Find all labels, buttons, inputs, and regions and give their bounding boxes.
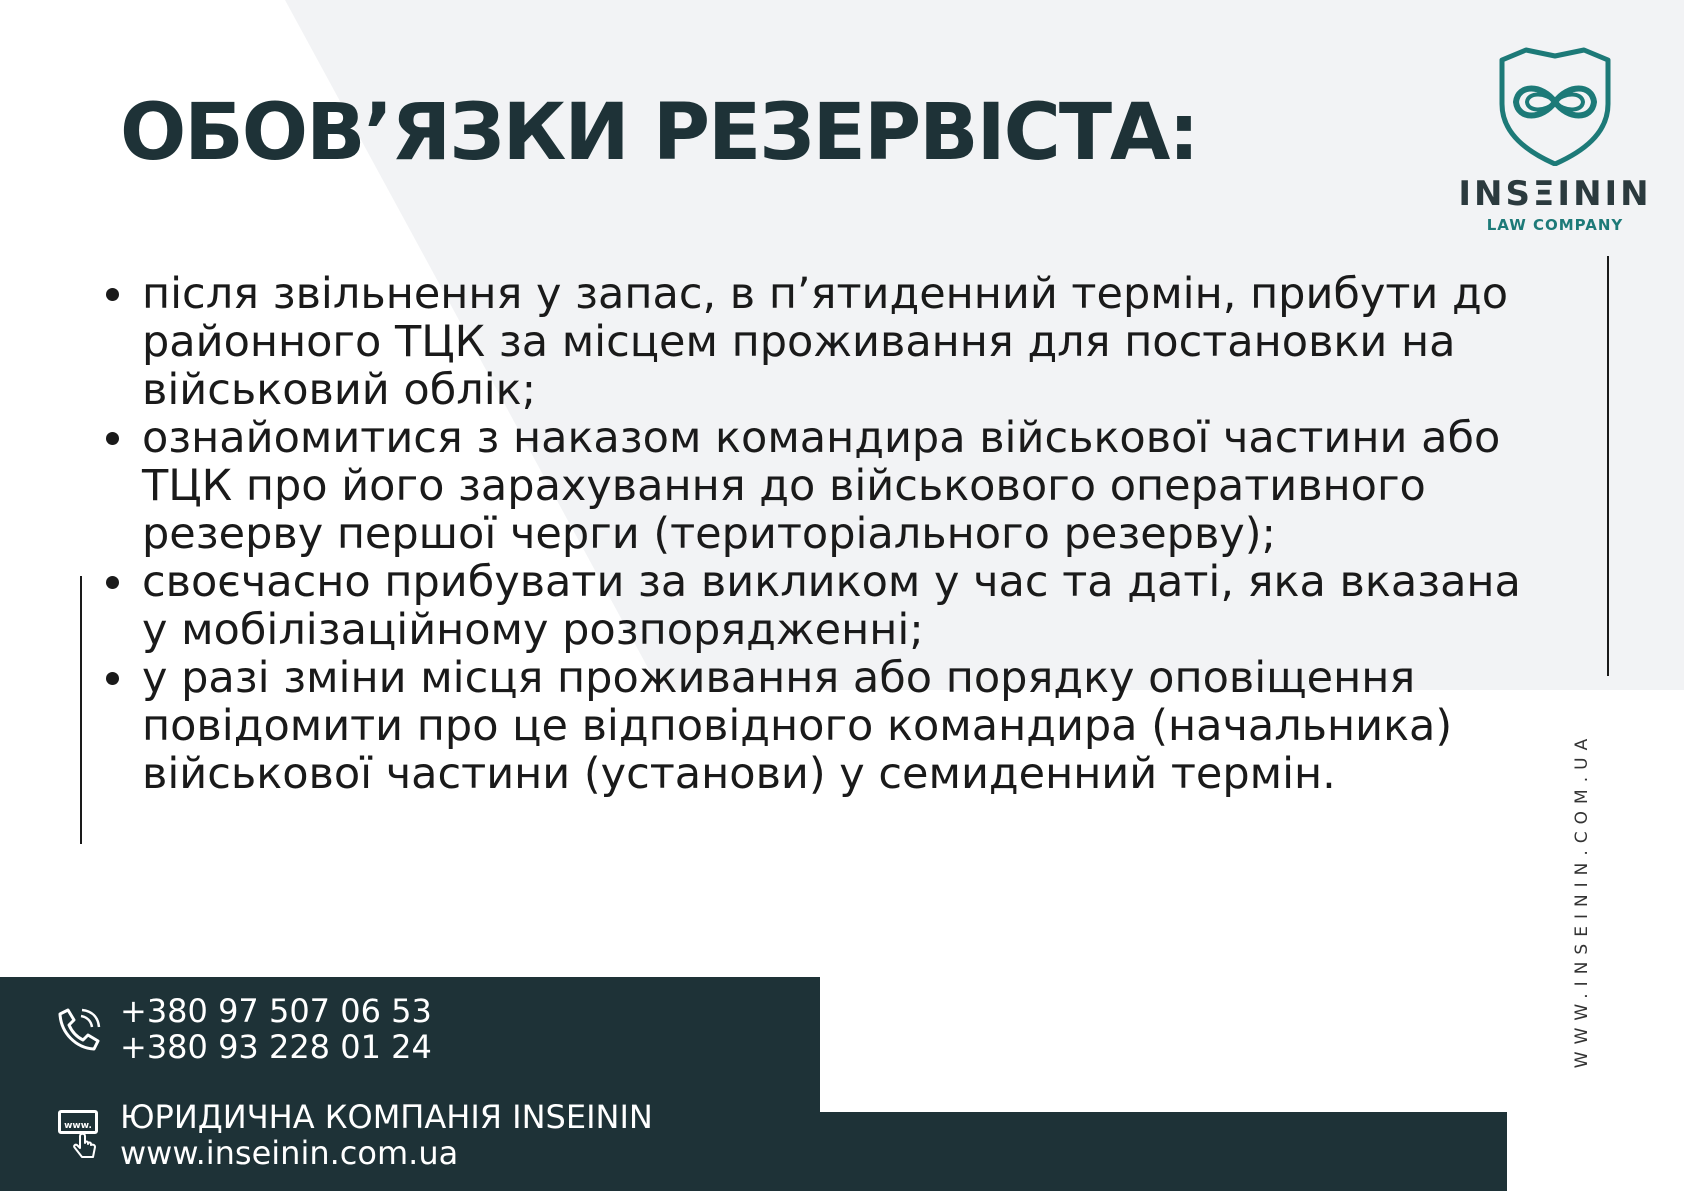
shield-infinity-icon — [1490, 46, 1620, 166]
web-click-icon — [58, 1110, 104, 1160]
logo-subtitle: LAW COMPANY — [1486, 216, 1624, 234]
website-link[interactable]: www.inseinin.com.ua — [120, 1134, 459, 1172]
left-divider-line — [80, 576, 82, 844]
list-item-text: своєчасно прибувати за викликом у час та даті, яка вказана у мобілізаційному розпорядженні; — [142, 557, 1521, 655]
page-title: ОБОВ’ЯЗКИ РЕЗЕРВІСТА: — [120, 88, 1198, 178]
list-item — [98, 270, 1538, 414]
bullet-icon — [106, 432, 119, 445]
phone-numbers — [120, 993, 432, 1065]
right-divider-line — [1607, 256, 1609, 676]
phone-number-link[interactable]: +380 97 507 06 53 — [120, 992, 432, 1030]
company-contacts — [120, 1099, 653, 1171]
list-item-text: після звільнення у запас, в п’ятиденний термін, прибути до районного ТЦК за місцем проживання для постановки на військовий облік; — [142, 269, 1509, 415]
list-item — [98, 558, 1538, 654]
logo-name: INSΞININ — [1458, 174, 1652, 214]
list-item-text: у разі зміни місця проживання або порядку оповіщення повідомити про це відповідного командира (начальника) військової частини (установи) у семиденний термін. — [142, 653, 1453, 799]
company-name: ЮРИДИЧНА КОМПАНІЯ INSEININ — [120, 1098, 653, 1136]
vertical-website-text: WWW.INSEININ.COM.UA — [1572, 731, 1592, 1069]
company-logo — [1450, 46, 1660, 234]
bullet-icon — [106, 288, 119, 301]
list-item — [98, 654, 1538, 798]
bullet-icon — [106, 576, 119, 589]
list-item — [98, 414, 1538, 558]
www-badge-label: www. — [64, 1121, 92, 1131]
hand-cursor-icon — [72, 1132, 100, 1160]
duties-list — [98, 270, 1538, 798]
list-item-text: ознайомитися з наказом командира військової частини або ТЦК про його зарахування до військового оперативного резерву першої черги (територіального резерву); — [142, 413, 1501, 559]
bullet-icon — [106, 672, 119, 685]
www-badge — [58, 1110, 98, 1134]
phone-icon — [54, 1006, 104, 1052]
phone-number-link[interactable]: +380 93 228 01 24 — [120, 1028, 432, 1066]
